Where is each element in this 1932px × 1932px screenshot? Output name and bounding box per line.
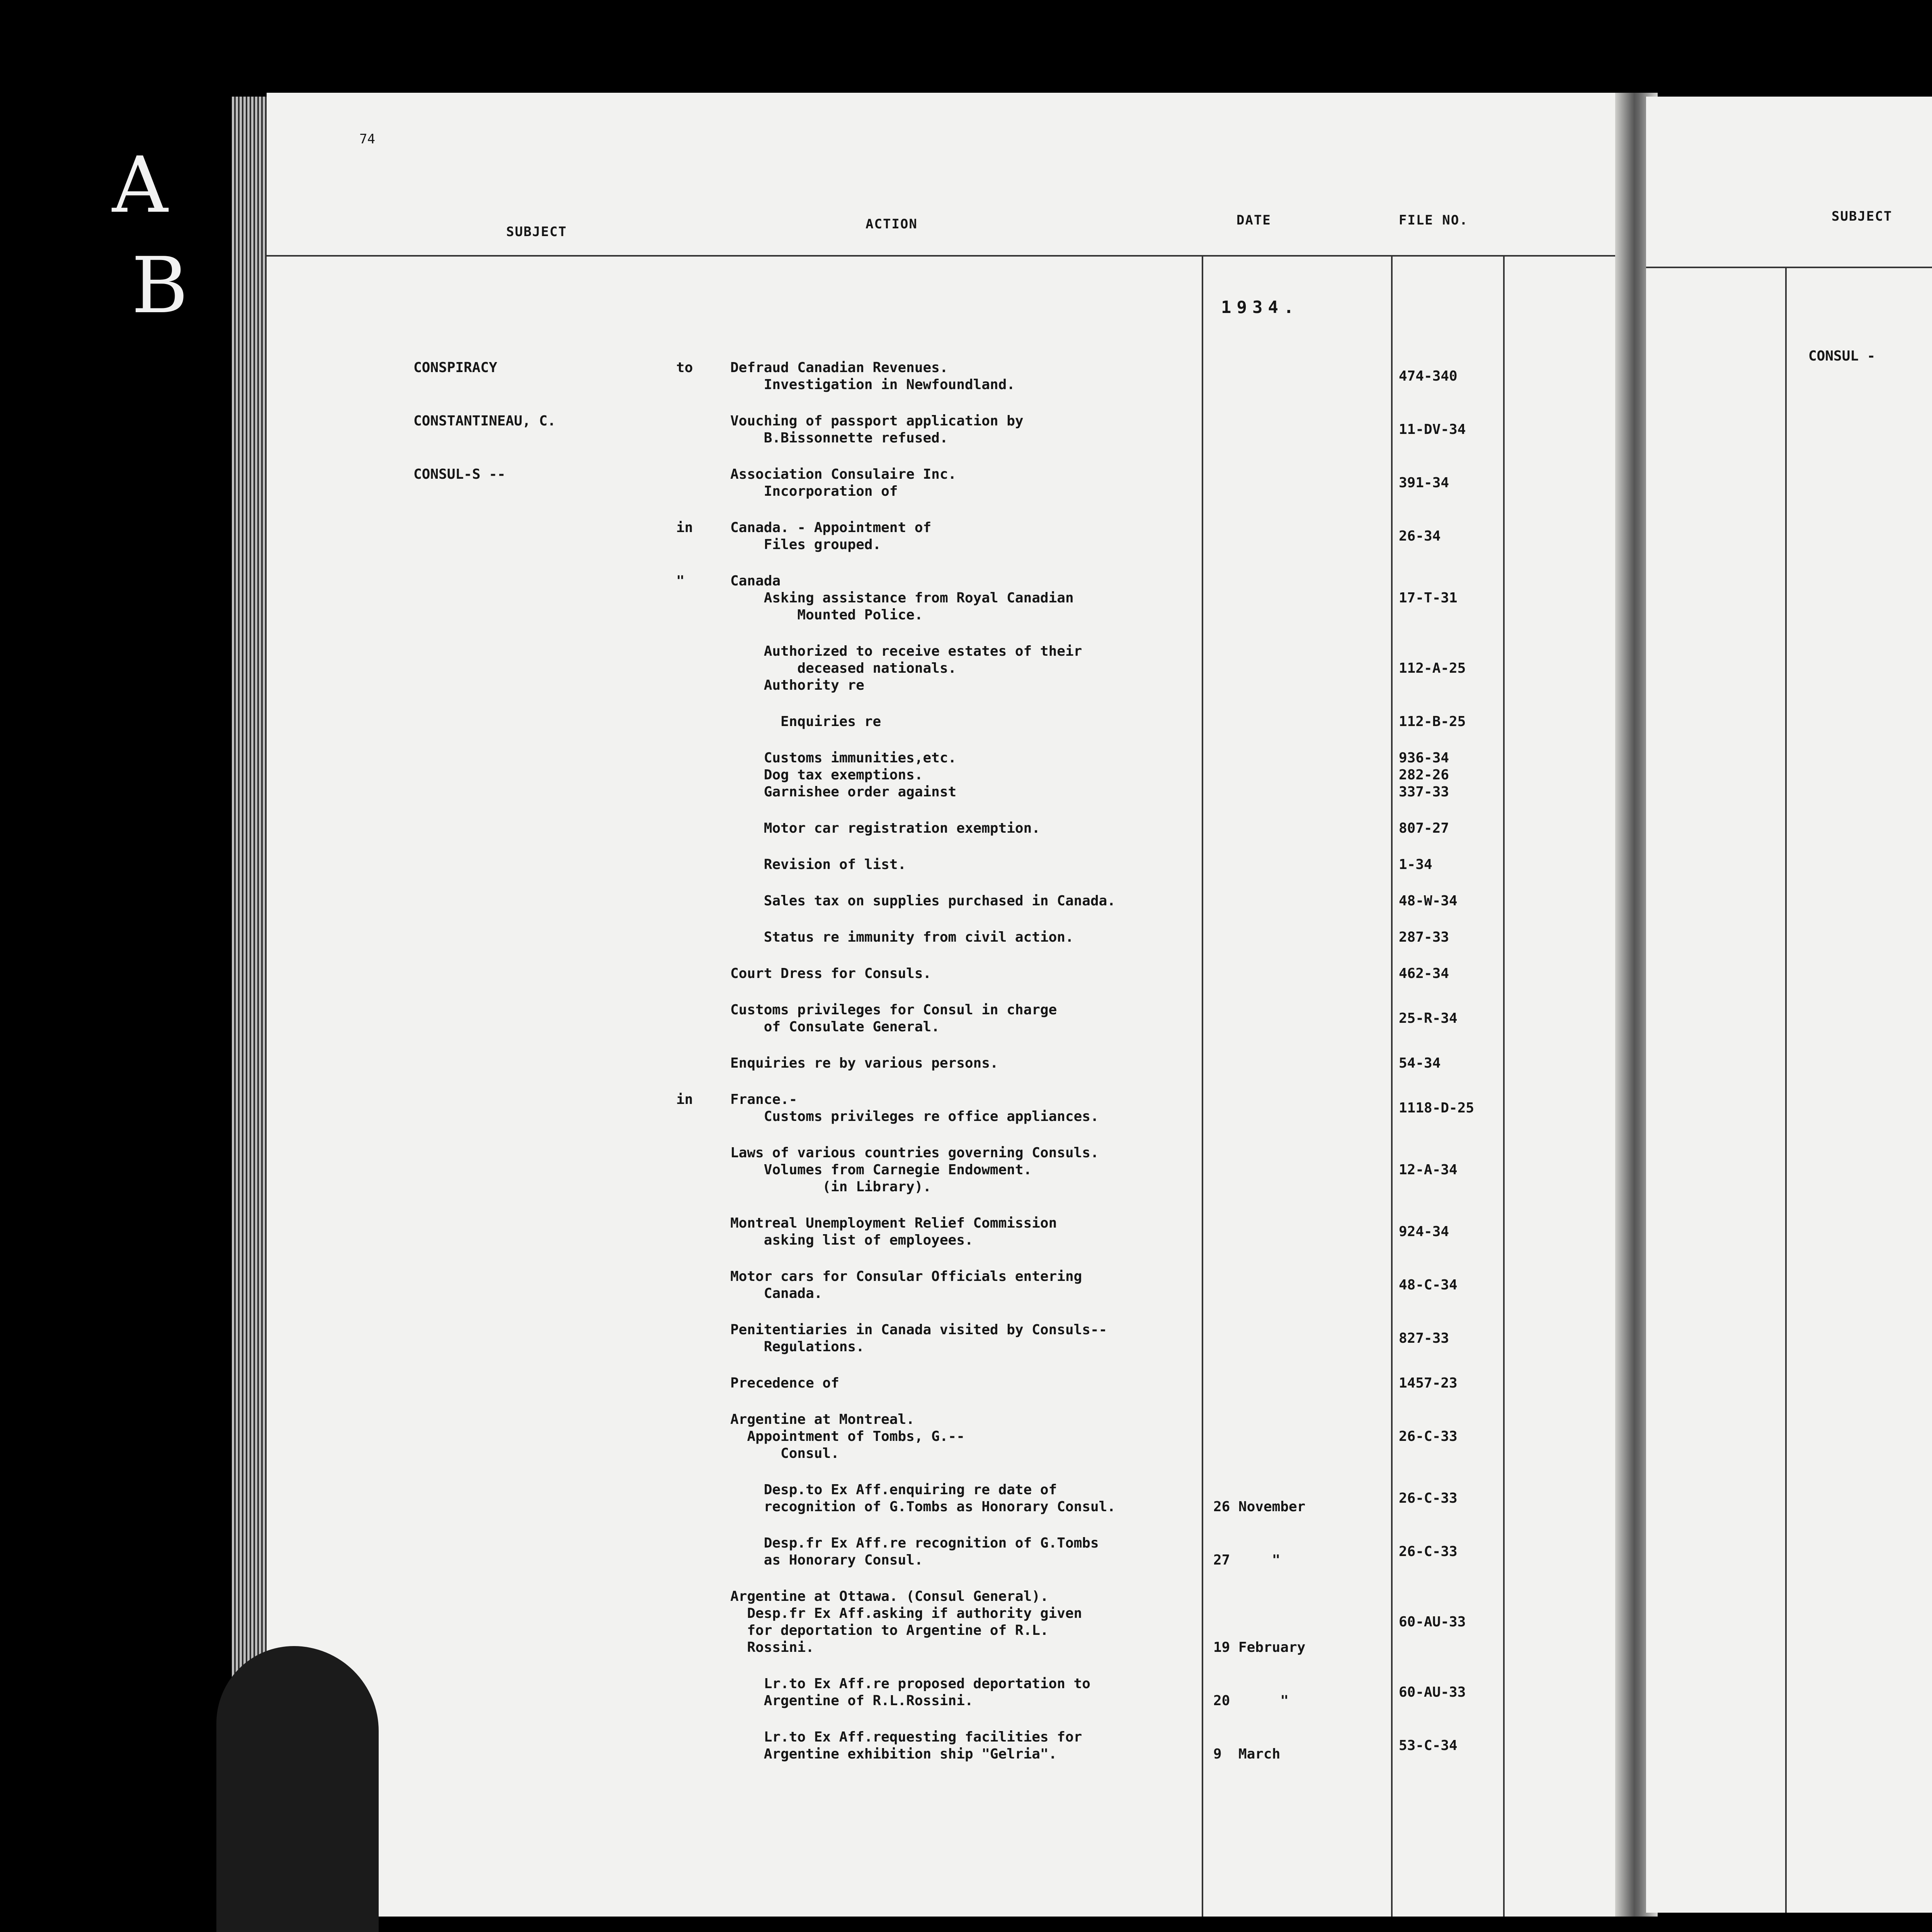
row-action: Canada. - Appointment of Files grouped. (730, 520, 932, 553)
row-file-no: 807-27 (1399, 820, 1449, 836)
row-file-no: 1118-D-25 (1399, 1100, 1475, 1116)
row-file-no: 26-34 (1399, 528, 1441, 544)
row-file-no: 54-34 (1399, 1055, 1441, 1071)
row-file-no: 827-33 (1399, 1330, 1449, 1346)
row-action: Penitentiaries in Canada visited by Consuls-- Regulations. (730, 1322, 1107, 1355)
row-file-no: 48-W-34 (1399, 893, 1458, 909)
row-action: Court Dress for Consuls. (730, 966, 932, 981)
row-action: Revision of list. (730, 857, 906, 872)
row-file-no: 53-C-34 (1399, 1738, 1458, 1753)
row-action: Enquiries re (730, 714, 881, 730)
row-file-no: 26-C-33 (1399, 1429, 1458, 1444)
row-action: Desp.fr Ex Aff.re recognition of G.Tombs as Honorary Consul. (764, 1535, 1099, 1568)
row-action: Vouching of passport application by B.Bissonnette refused. (730, 413, 1024, 446)
photographer-thumb (216, 1646, 379, 1932)
row-action: Motor cars for Consular Officials entering Canada. (730, 1269, 1082, 1301)
column-rule-subject (1785, 267, 1787, 1913)
row-file-no: 924-34 (1399, 1224, 1449, 1240)
row-file-no: 112-B-25 (1399, 714, 1466, 730)
page-stack-edge (232, 97, 270, 1913)
row-action: Authorized to receive estates of their deceased nationals. Authority re (764, 643, 1082, 693)
header-subject: SUBJECT (506, 224, 567, 240)
subject-consul: CONSUL - (1808, 348, 1876, 364)
row-file-no: 12-A-34 (1399, 1162, 1458, 1178)
row-connector: to (676, 360, 693, 376)
row-file-no: 287-33 (1399, 929, 1449, 945)
row-file-no: 60-AU-33 (1399, 1614, 1466, 1630)
row-file-no: 1-34 (1399, 857, 1432, 872)
row-action: Defraud Canadian Revenues. Investigation in Newfoundland. (730, 360, 1015, 393)
row-subject: CONSUL-S -- (413, 466, 506, 482)
row-action: Lr.to Ex Aff.requesting facilities for Argentine exhibition ship "Gelria". (764, 1729, 1082, 1762)
header-rule (1646, 267, 1932, 268)
row-action: Customs privileges for Consul in charge of Consulate General. (730, 1002, 1057, 1035)
row-action: Laws of various countries governing Consuls. Volumes from Carnegie Endowment. (in Library). (730, 1145, 1099, 1195)
row-action: Enquiries re by various persons. (730, 1055, 998, 1071)
row-action: Argentine at Montreal. Appointment of Tombs, G.-- Consul. (730, 1412, 965, 1461)
column-rule-date (1202, 255, 1203, 1917)
row-action: Motor car registration exemption. (730, 820, 1040, 836)
row-action: Canada Asking assistance from Royal Canadian Mounted Police. (730, 573, 1074, 623)
row-subject: CONSPIRACY (413, 360, 497, 376)
header-action: ACTION (866, 216, 918, 232)
row-file-no: 26-C-33 (1399, 1490, 1458, 1506)
row-file-no: 462-34 (1399, 966, 1449, 981)
row-date: 20 " (1213, 1693, 1289, 1709)
row-connector: in (676, 520, 693, 536)
row-connector: " (676, 573, 685, 589)
column-rule-file (1391, 255, 1393, 1917)
row-file-no: 25-R-34 (1399, 1010, 1458, 1026)
row-action: Argentine at Ottawa. (Consul General). Desp.fr Ex Aff.asking if authority given for deportation to Argentine of R.L. Rossini. (730, 1588, 1082, 1655)
row-action: Sales tax on supplies purchased in Canada. (730, 893, 1116, 909)
row-action: France.- Customs privileges re office appliances. (730, 1092, 1099, 1124)
index-tab-letter-b: B (131, 241, 188, 331)
row-file-no: 474-340 (1399, 368, 1458, 384)
row-action: Montreal Unemployment Relief Commission asking list of employees. (730, 1215, 1057, 1248)
row-date: 19 February (1213, 1639, 1306, 1655)
row-action: Customs immunities,etc. Dog tax exemptions. Garnishee order against (764, 750, 957, 800)
year-heading: 1934. (1221, 298, 1299, 317)
row-date: 26 November (1213, 1499, 1306, 1515)
row-file-no: 1457-23 (1399, 1375, 1458, 1391)
row-file-no: 60-AU-33 (1399, 1684, 1466, 1700)
row-file-no: 11-DV-34 (1399, 422, 1466, 437)
row-file-no: 391-34 (1399, 475, 1449, 491)
row-action: Desp.to Ex Aff.enquiring re date of recognition of G.Tombs as Honorary Consul. (764, 1482, 1116, 1515)
header-date: DATE (1236, 213, 1271, 228)
row-file-no: 112-A-25 (1399, 660, 1466, 676)
row-file-no: 17-T-31 (1399, 590, 1458, 606)
column-rule-end (1503, 255, 1505, 1917)
row-date: 27 " (1213, 1552, 1281, 1568)
row-date: 9 March (1213, 1746, 1281, 1762)
row-subject: CONSTANTINEAU, C. (413, 413, 556, 429)
row-action: Precedence of (730, 1375, 839, 1391)
header-subject: SUBJECT (1832, 209, 1893, 224)
row-file-no: 26-C-33 (1399, 1544, 1458, 1560)
row-action: Status re immunity from civil action. (730, 929, 1074, 945)
page-number: 74 (359, 131, 375, 147)
row-action: Association Consulaire Inc. Incorporation of (730, 466, 957, 499)
ledger-page-left (267, 93, 1634, 1917)
ledger-page-right (1646, 97, 1932, 1913)
row-file-no: 936-34 282-26 337-33 (1399, 750, 1449, 800)
index-tab-letter-a: A (112, 140, 168, 230)
row-action: Lr.to Ex Aff.re proposed deportation to Argentine of R.L.Rossini. (764, 1676, 1090, 1709)
row-connector: in (676, 1092, 693, 1107)
row-file-no: 48-C-34 (1399, 1277, 1458, 1293)
header-rule (267, 255, 1634, 257)
header-file-no: FILE NO. (1399, 213, 1468, 228)
